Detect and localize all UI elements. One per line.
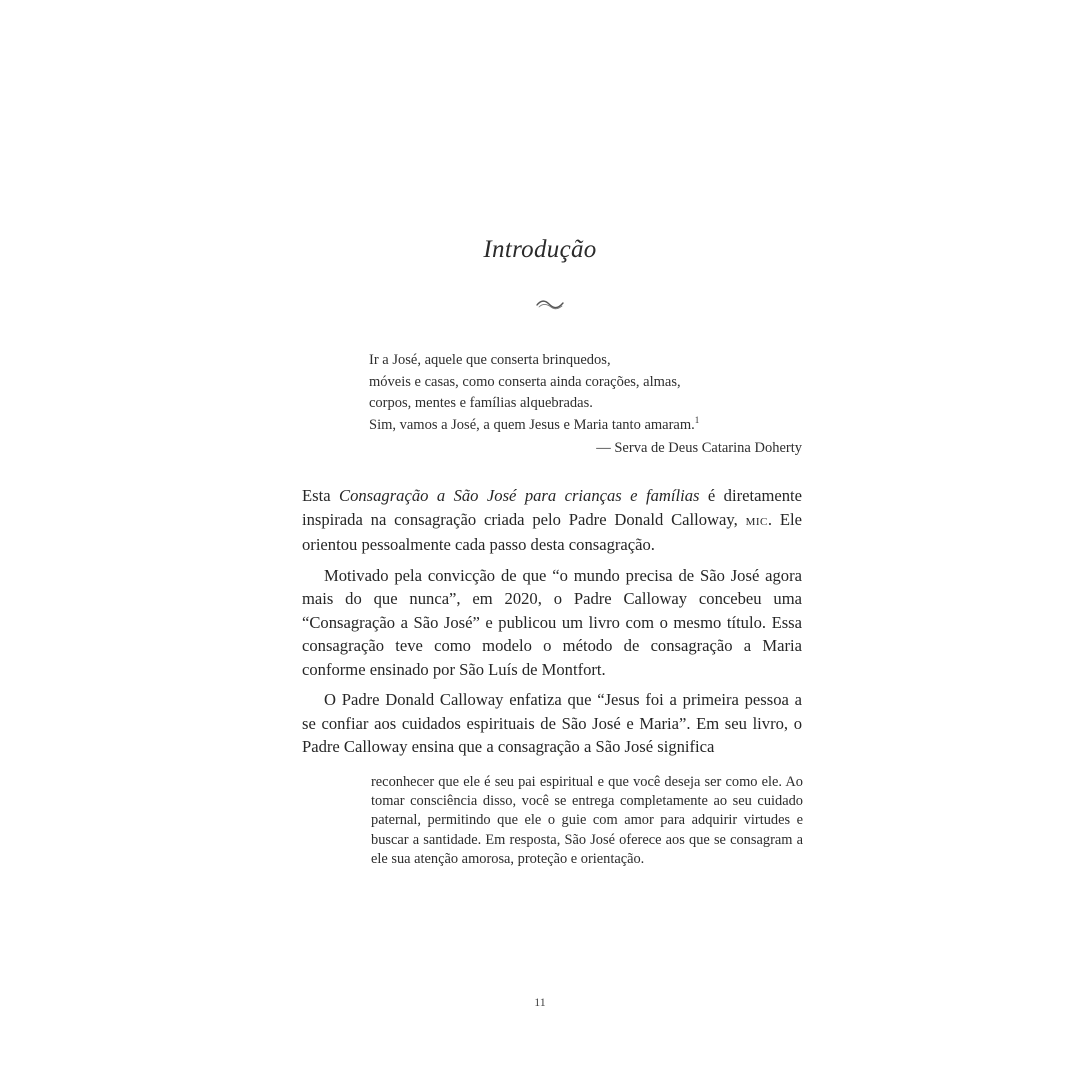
footnote-marker[interactable]: 1: [694, 414, 700, 425]
epigraph-line: Ir a José, aquele que conserta brinquedos,: [369, 352, 611, 368]
page-number: 11: [534, 995, 546, 1009]
paragraph-1-start: Esta: [302, 486, 339, 505]
paragraph-1-middle: é diretamente inspirada na consagração criada pelo Padre Donald Calloway,: [302, 486, 802, 529]
epigraph-line: corpos, mentes e famílias alquebradas.: [369, 395, 593, 411]
swash-ornament-icon: [534, 298, 566, 312]
epigraph-attribution: — Serva de Deus Catarina Doherty: [596, 440, 802, 456]
book-title-italic: Consagração a São José para crianças e famílias: [339, 486, 700, 505]
epigraph-line-text: Sim, vamos a José, a quem Jesus e Maria tanto amaram.: [369, 416, 695, 433]
epigraph-line: móveis e casas, como conserta ainda corações, almas,: [369, 373, 681, 390]
block-quote: reconhecer que ele é seu pai espiritual e que você deseja ser como ele. Ao tomar consciência disso, você se entrega completamente ao seu cuidado paternal, permitindo que ele o guie com amor para adquirir virtudes e buscar a santidade. Em resposta, São José oferece aos que se consagram a ele sua atenção amorosa, proteção e orientação.: [371, 774, 803, 867]
body-text: [302, 484, 802, 766]
paragraph-1-end: . Ele orientou pessoalmente cada passo desta consagração.: [302, 509, 802, 554]
paragraph-2: Motivado pela convicção de que “o mundo precisa de São José agora mais do que nunca”, em 2020, o Padre Calloway concebeu uma “Consagração a São José” e publicou um livro com o mesmo título. Essa consagração teve como modelo o método de consagração a Maria conforme ensinado por São Luís de Montfort.: [302, 565, 802, 679]
paragraph-3: O Padre Donald Calloway enfatiza que “Jesus foi a primeira pessoa a se confiar aos cuidados espirituais de São José e Maria”. Em seu livro, o Padre Calloway ensina que a consagração a São José significa: [302, 690, 802, 756]
chapter-title: Introdução: [483, 236, 597, 263]
mic-smallcaps: mic: [745, 512, 768, 529]
epigraph: [369, 350, 809, 436]
paragraph-1: [302, 484, 802, 557]
epigraph-line-last: [369, 415, 809, 437]
